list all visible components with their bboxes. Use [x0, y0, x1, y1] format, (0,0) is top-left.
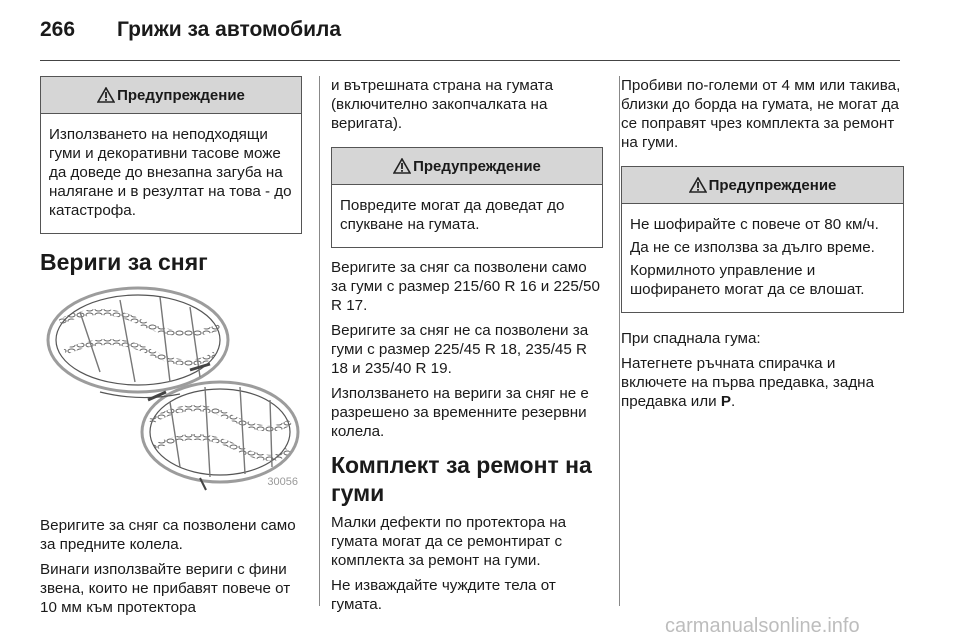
warning-triangle-icon [97, 87, 115, 103]
page-number: 266 [40, 18, 76, 41]
paragraph-text: Натегнете ръчната спирачка и включете на първа предавка, задна предавка или [621, 355, 875, 410]
snow-chain-illustration [40, 282, 302, 496]
warning-box [621, 166, 904, 313]
paragraph: Малки дефекти по протектора на гумата могат да се ремонтират с комплекта за ремонт на гуми. [331, 514, 567, 569]
warning-text: Използването на неподходящи гуми и декоративни тасове може да доведе до внезапна загуба на налягане и в резултат на това - до катастрофа. [49, 126, 292, 219]
column-1 [40, 76, 302, 623]
paragraph: Винаги използвайте вериги с фини звена, които не прибавят повече от 10 мм към протектора [40, 561, 291, 616]
column-2 [331, 76, 603, 620]
warning-title: Предупреждение [413, 157, 541, 175]
gear-p-label: P [720, 393, 731, 410]
column-divider [619, 76, 620, 606]
warning-header [41, 77, 301, 114]
warning-text: Повредите могат да доведат до спукване на гумата. [340, 197, 565, 233]
paragraph: Пробиви по-големи от 4 мм или такива, близки до борда на гумата, не могат да се поправят чрез комплекта за ремонт на гуми. [621, 77, 901, 151]
warning-header [622, 167, 903, 204]
paragraph-end: . [731, 393, 736, 410]
column-divider [319, 76, 320, 606]
warning-box [40, 76, 302, 234]
paragraph: Веригите за сняг са позволени само за предните колела. [40, 517, 296, 553]
paragraph: Веригите за сняг не са позволени за гуми с размер 225/45 R 18, 235/45 R 18 и 235/40 R 19. [331, 322, 589, 377]
column-3 [621, 76, 904, 417]
paragraph: При спаднала гума: [621, 330, 761, 347]
paragraph [621, 354, 904, 411]
warning-text: Кормилното управление и шофирането могат да се влошат. [630, 262, 865, 298]
warning-title: Предупреждение [117, 86, 245, 104]
paragraph: Веригите за сняг са позволени само за гуми с размер 215/60 R 16 и 225/50 R 17. [331, 259, 600, 314]
warning-text: Да не се използва за дълго време. [630, 239, 875, 256]
paragraph: Използването на вериги за сняг не е разрешено за временните резервни колела. [331, 385, 589, 440]
paragraph: Не изваждайте чуждите тела от гумата. [331, 577, 556, 613]
paragraph: и вътрешната страна на гумата (включително закопчалката на веригата). [331, 77, 554, 132]
header-rule [40, 60, 900, 61]
snow-chain-drawing [40, 282, 302, 496]
warning-triangle-icon [393, 158, 411, 174]
watermark: carmanualsonline.info [665, 615, 860, 637]
warning-triangle-icon [689, 177, 707, 193]
warning-title: Предупреждение [708, 176, 837, 194]
warning-text: Не шофирайте с повече от 80 км/ч. [630, 216, 879, 233]
warning-box [331, 147, 603, 248]
warning-header [332, 148, 602, 185]
section-heading-tyre-repair-kit: Комплект за ремонт на гуми [331, 452, 592, 506]
section-heading-snow-chains: Вериги за сняг [40, 249, 208, 275]
figure-number: 30056 [267, 476, 298, 488]
page-header-title: Грижи за автомобила [117, 18, 342, 41]
